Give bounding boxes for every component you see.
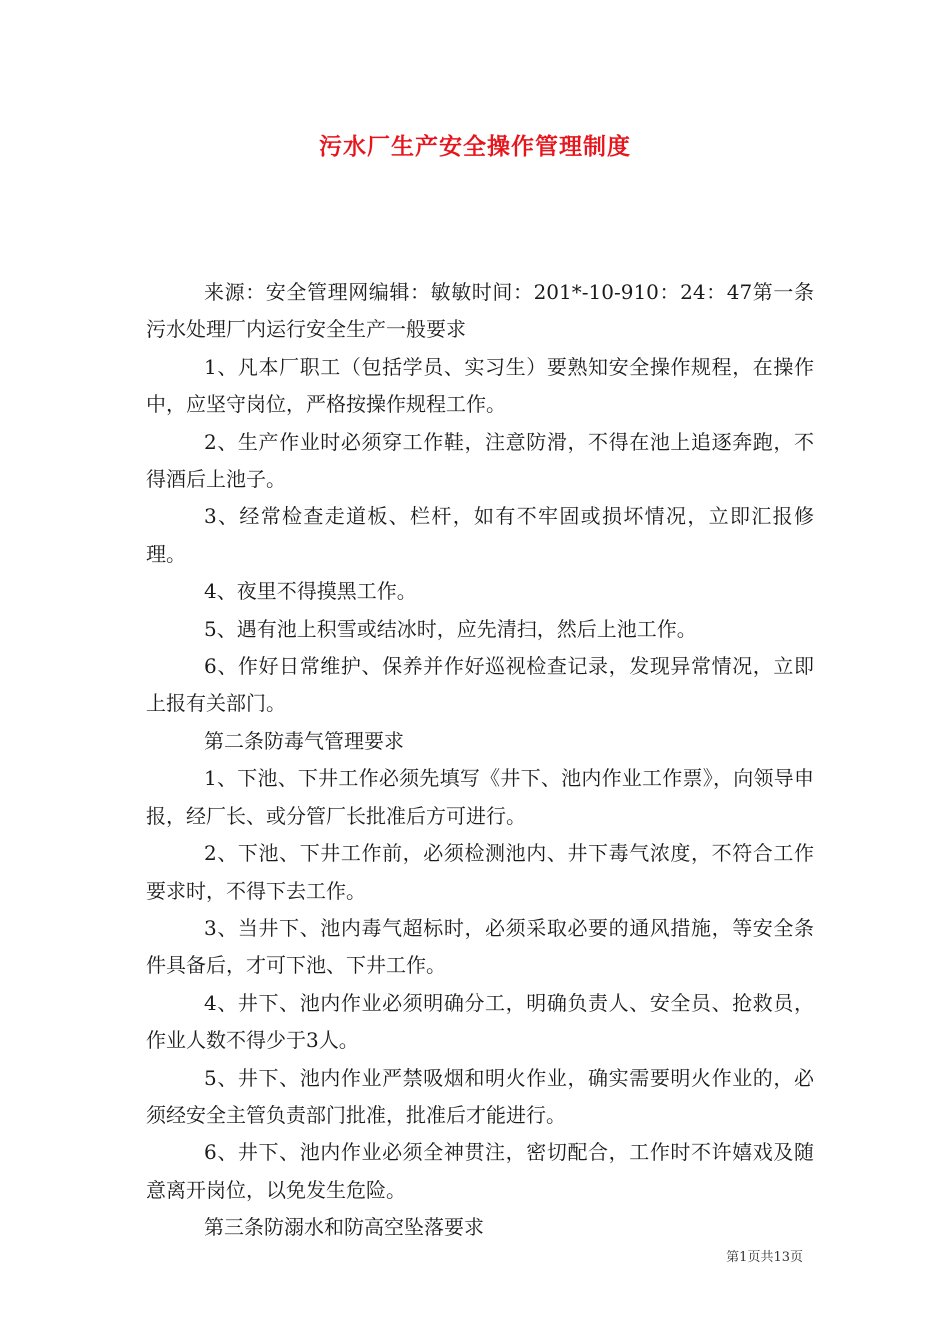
paragraph: 3、经常检查走道板、栏杆，如有不牢固或损坏情况，立即汇报修理。 [146,504,814,566]
paragraph: 4、夜里不得摸黑工作。 [204,579,417,604]
document-body [146,274,814,1247]
paragraph: 3、当井下、池内毒气超标时，必须采取必要的通风措施，等安全条件具备后，才可下池、下井工作。 [146,915,814,978]
section-heading-article-2: 第二条防毒气管理要求 [204,728,404,753]
paragraph: 6、作好日常维护、保养并作好巡视检查记录，发现异常情况，立即上报有关部门。 [146,654,814,716]
paragraph-source-and-article-1: 来源：安全管理网编辑：敏敏时间：201*-10-910：24：47第一条污水处理厂内运行安全生产一般要求 [146,280,814,342]
document-title: 污水厂生产安全操作管理制度 [319,133,631,160]
paragraph: 1、下池、下井工作必须先填写《井下、池内作业工作票》，向领导申报，经厂长、或分管厂长批准后方可进行。 [146,766,814,828]
paragraph: 6、井下、池内作业必须全神贯注，密切配合，工作时不许嬉戏及随意离开岗位，以免发生危险。 [146,1140,814,1202]
page-number: 第1页共13页 [726,1250,803,1265]
paragraph: 4、井下、池内作业必须明确分工，明确负责人、安全员、抢救员，作业人数不得少于3人。 [146,990,814,1053]
section-heading-article-3: 第三条防溺水和防高空坠落要求 [204,1215,484,1240]
paragraph: 1、凡本厂职工（包括学员、实习生）要熟知安全操作规程，在操作中，应坚守岗位，严格按操作规程工作。 [146,354,814,417]
paragraph: 5、井下、池内作业严禁吸烟和明火作业，确实需要明火作业的，必须经安全主管负责部门批准，批准后才能进行。 [146,1065,814,1127]
paragraph: 5、遇有池上积雪或结冰时，应先清扫，然后上池工作。 [204,616,697,641]
paragraph: 2、生产作业时必须穿工作鞋，注意防滑，不得在池上追逐奔跑，不得酒后上池子。 [146,429,814,492]
paragraph: 2、下池、下井工作前，必须检测池内、井下毒气浓度，不符合工作要求时，不得下去工作。 [146,841,814,903]
